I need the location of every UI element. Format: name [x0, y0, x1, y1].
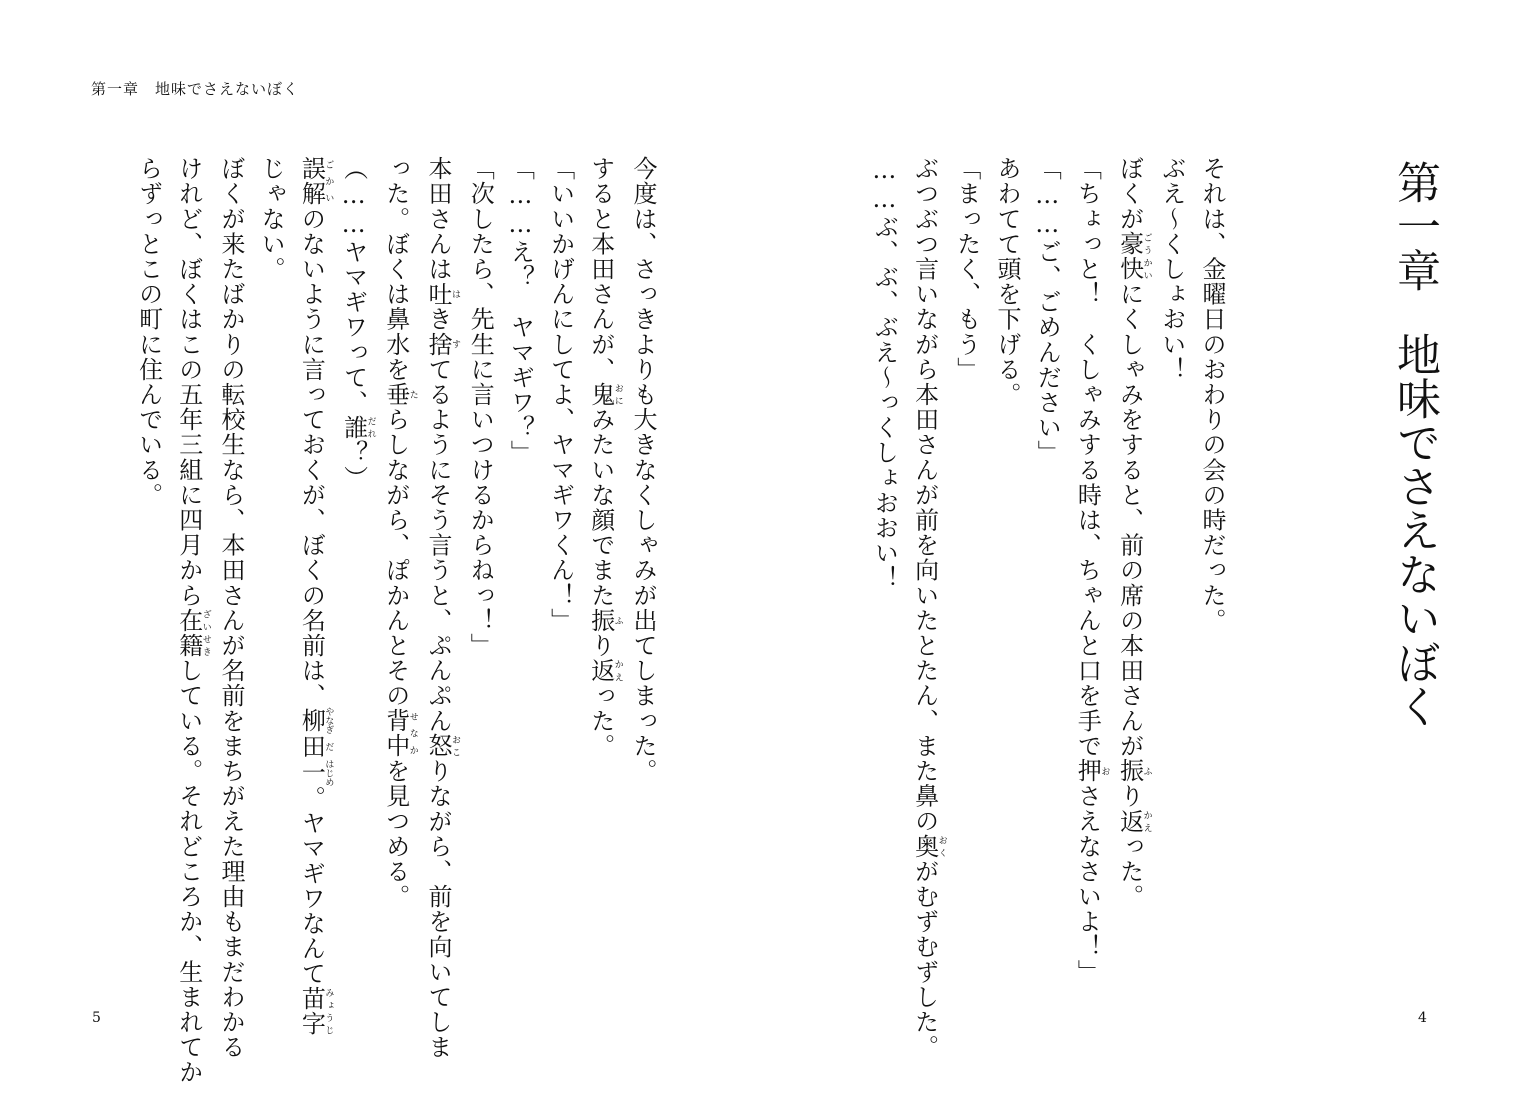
body-line: じゃない。	[257, 156, 286, 282]
chapter-heading	[1389, 160, 1440, 728]
right-page-body	[860, 156, 1232, 1060]
body-line: った。ぼくは鼻水を垂たらしながら、ぽかんとその背中せなかを見つめる。	[381, 156, 418, 910]
body-line: けれど、ぼくはこの五年三組に四月から在籍ざいせきしている。それどころか、生まれてか	[174, 156, 211, 1085]
body-line: 「まったく、もう」	[952, 156, 981, 382]
body-line: 「いいかげんにしてよ、ヤマギワくん！」	[546, 156, 575, 633]
running-head: 第一章 地味でさえないぼく	[91, 80, 300, 98]
body-line: それは、金曜日のおわりの会の時だった。	[1198, 156, 1226, 633]
body-line: （……ヤマギワって、誰だれ？）	[339, 156, 376, 491]
body-line: 今度は、さっきよりも大きなくしゃみが出てしまった。	[629, 156, 657, 784]
chapter-title-text: 地味でさえないぼく	[1389, 332, 1440, 728]
body-line: 「次したら、先生に言いつけるからねっ！」	[466, 156, 495, 658]
left-page-body	[88, 156, 663, 1085]
body-line: ぶつぶつ言いながら本田さんが前を向いたとたん、また鼻の奥おくがむずむずした。	[910, 156, 947, 1060]
body-line: 「ちょっと！ くしゃみする時は、ちゃんと口を手で押おさえなさいよ！」	[1073, 156, 1110, 985]
body-line: ぼくが来たばかりの転校生なら、本田さんが名前をまちがえた理由もまだわかる	[216, 156, 245, 1060]
page-number-right: 4	[1418, 1010, 1427, 1026]
body-line: 誤解ごかいのないように言っておくが、ぼくの名前は、柳やなぎ田だ一はじめ。ヤマギワなんて苗字みょうじ	[297, 156, 334, 1037]
body-line: 本田さんは吐はき捨すてるようにそう言うと、ぷんぷん怒おこりながら、前を向いてしま	[423, 156, 460, 1060]
body-line: ぶえ〜くしょおい！	[1157, 156, 1186, 382]
body-line: らずっとこの町に住んでいる。	[134, 156, 163, 508]
body-line: ……ぶ、ぶ、ぶえ〜っくしょおおい！	[870, 156, 899, 591]
body-line: 「……え？ ヤマギワ？」	[506, 156, 535, 466]
body-line: 「……ご、ごめんださい」	[1033, 156, 1062, 466]
body-line: あわてて頭を下げる。	[992, 156, 1021, 407]
page-number-left: 5	[92, 1010, 101, 1026]
body-line: ぼくが豪快ごうかいにくしゃみをすると、前の席の本田さんが振ふり返かえった。	[1115, 156, 1152, 910]
chapter-number: 第一章	[1389, 160, 1440, 292]
body-line: すると本田さんが、鬼おにみたいな顔でまた振ふり返かえった。	[586, 156, 623, 759]
